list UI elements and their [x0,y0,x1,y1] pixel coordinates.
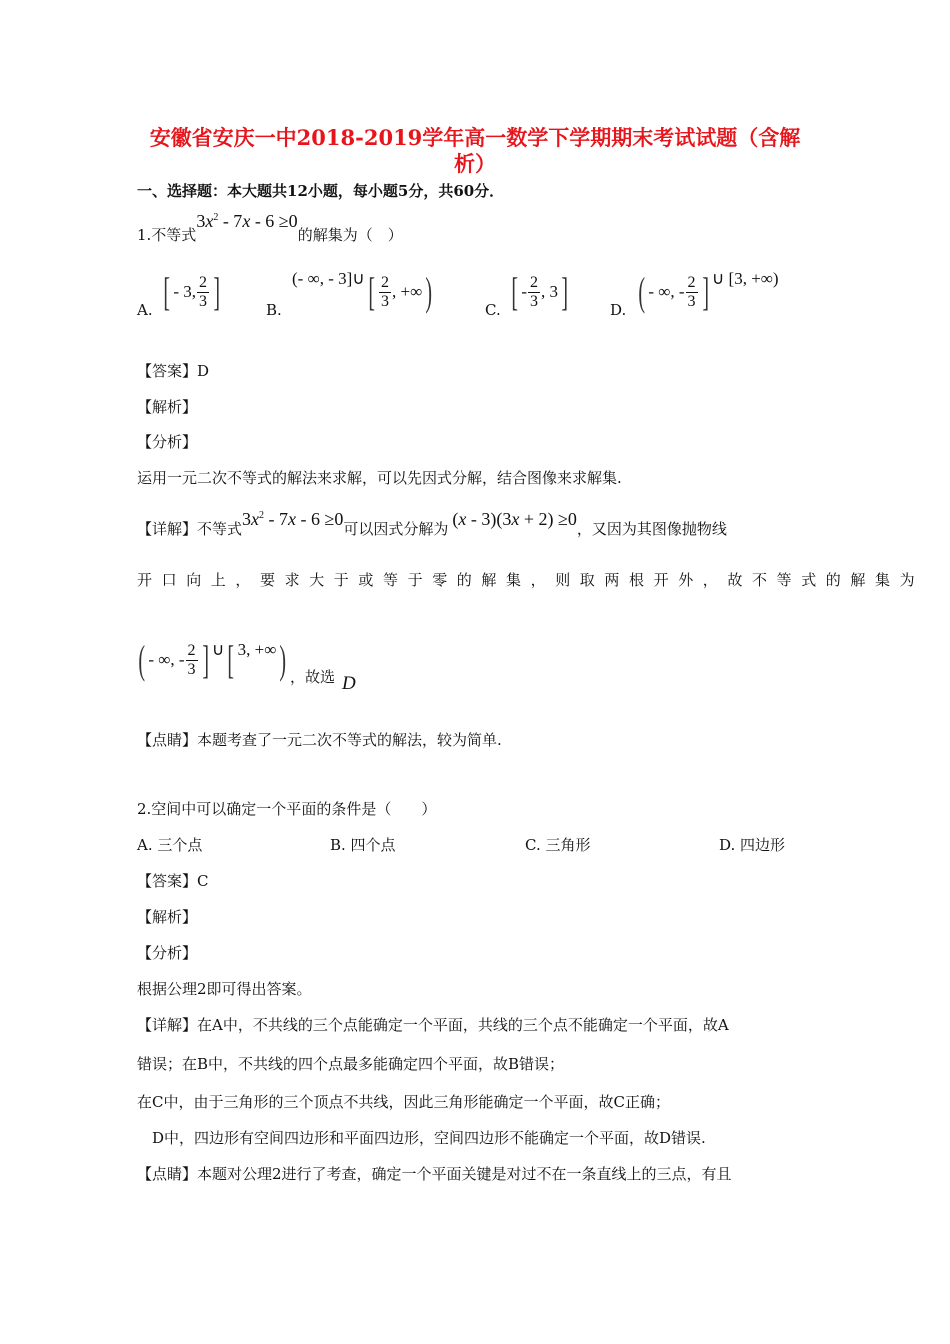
q1-answer: 【答案】D [137,362,210,380]
q1-dianjing: 【点睛】本题考查了一元二次不等式的解法，较为简单. [137,731,502,749]
q1-stem-prefix: 1.不等式 [137,226,197,244]
q2-stem: 2.空间中可以确定一个平面的条件是（ ） [137,800,437,818]
q1-option-b-label: B. [266,301,282,319]
q2-option-b: B. 四个点 [330,836,396,854]
q1-option-b-math: (- ∞, - 3] ∪ [ $\frac{2}{3}$ , +∞ ) [292,269,433,314]
q1-stem [137,211,403,245]
q2-option-c: C. 三角形 [525,836,591,854]
q1-detail-solution-set: ( - ∞, - $\frac{2}{3}$ ] ∪ [ 3, +∞ ) [138,637,287,682]
document-title-line2: 析） [454,151,496,176]
q2-detail-line3: 在C中，由于三角形的三个顶点不共线，因此三角形能确定一个平面，故C正确； [137,1093,670,1111]
q1-detail-inequality: $3x^2 - 7x - 6 \ge 0$ [242,509,344,529]
q1-fenxi-text: 运用一元二次不等式的解法来求解，可以先因式分解，结合图像来求解集. [137,469,622,487]
q2-fenxi-text: 根据公理2即可得出答案。 [137,980,312,998]
q2-dianjing: 【点睛】本题对公理2进行了考查，确定一个平面关键是对过不在一条直线上的三点，有且 [137,1165,732,1183]
q1-jiexi: 【解析】 [137,398,198,416]
q1-option-d-label: D. [610,301,627,319]
q2-detail-line2: 错误；在B中，不共线的四个点最多能确定四个平面，故B错误； [137,1055,565,1073]
q1-detail-choice: D [342,673,356,694]
q1-detail-prefix: 【详解】不等式 [137,520,243,538]
q1-option-a-label: A. [137,301,153,319]
q1-option-a-math: [ - 3, $\frac{2}{3}$ ] [163,269,220,314]
q1-fenxi: 【分析】 [137,433,198,451]
q2-option-a: A. 三个点 [137,836,203,854]
document-title-line1: 安徽省安庆一中2018-2019学年高一数学下学期期末考试试题（含解 [149,125,801,150]
q2-detail-line4: D中，四边形有空间四边形和平面四边形，空间四边形不能确定一个平面，故D错误. [137,1129,706,1147]
section-heading: 一、选择题：本大题共12小题，每小题5分，共60分． [137,182,505,200]
q1-detail-mid: 可以因式分解为 [343,520,449,538]
q1-detail-line1 [137,509,727,539]
q1-option-c-math: [ - $\frac{2}{3}$ , 3 ] [511,269,568,314]
q1-option-c-label: C. [485,301,501,319]
q2-fenxi: 【分析】 [137,944,198,962]
q2-answer: 【答案】C [137,872,209,890]
q1-detail-line3-suffix: ，故选 [290,668,336,686]
q1-detail-suffix: ，又因为其图像抛物线 [576,520,727,538]
q1-inequality: $3x^2 - 7x - 6 \ge 0$ [196,211,298,231]
q2-jiexi: 【解析】 [137,908,198,926]
q1-factored: (x - 3)(3x + 2) ≥0 [452,509,577,529]
q2-option-d: D. 四边形 [719,836,786,854]
q1-stem-suffix: 的解集为（ ） [297,226,403,244]
q1-option-d-math: ( - ∞, - $\frac{2}{3}$ ] ∪ [3, +∞) [638,269,779,314]
q1-detail-line2: 开口向上，要求大于或等于零的解集，则取两根开外，故不等式的解集为 [137,571,925,589]
q2-detail-line1: 【详解】在A中，不共线的三个点能确定一个平面，共线的三个点不能确定一个平面，故A [137,1016,729,1034]
